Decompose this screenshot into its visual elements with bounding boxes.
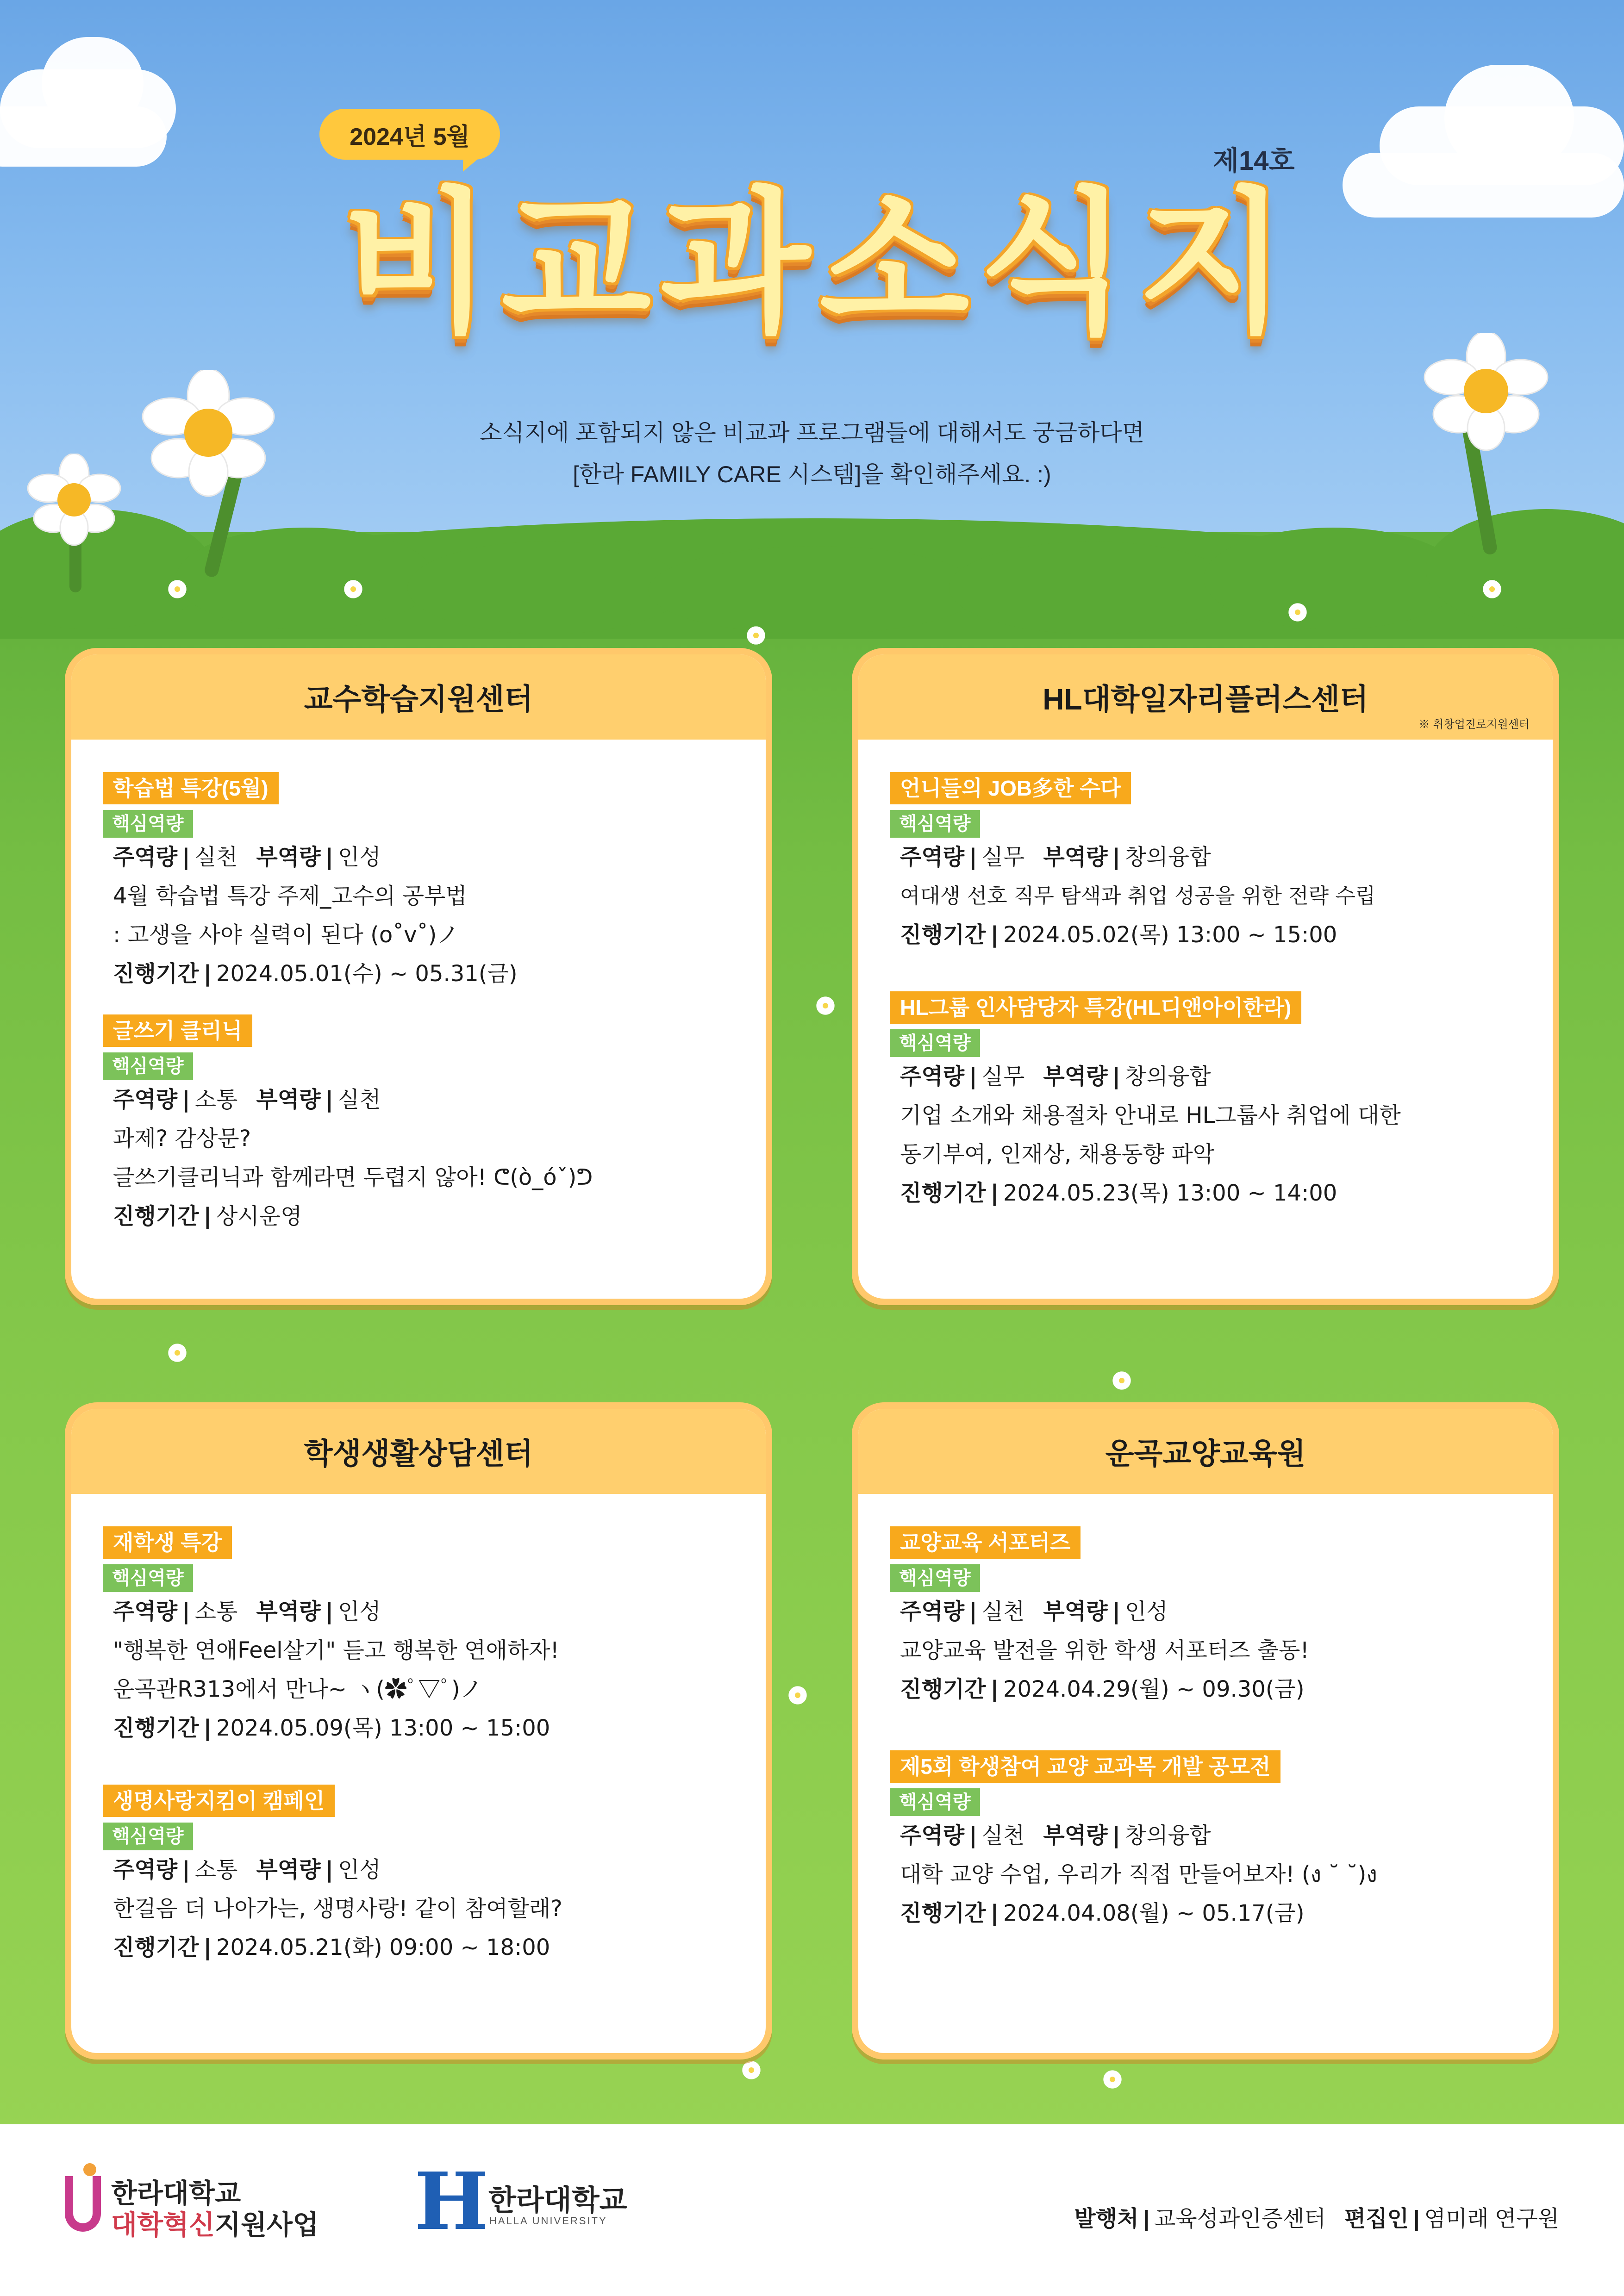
small-flower-icon [343, 579, 364, 600]
program-desc: 한걸음 더 나아가는, 생명사랑! 같이 참여할래? [113, 1896, 562, 1922]
logo-university-name: 한라대학교 [488, 2184, 627, 2216]
program-desc: 교양교육 발전을 위한 학생 서포터즈 출동! [900, 1637, 1309, 1663]
program-item [103, 772, 729, 993]
program-desc: 동기부여, 인재상, 채용동향 파악 [900, 1141, 1215, 1167]
small-flower-icon [1287, 602, 1308, 623]
program-desc: 글쓰기클리닉과 함께라면 두렵지 않아! ᕦ(ò_óˇ)ᕤ [113, 1164, 593, 1190]
program-desc: 여대생 선호 직무 탐색과 취업 성공을 위한 전략 수립 [900, 884, 1376, 908]
daisy-flower-icon [1417, 333, 1555, 454]
small-flower-icon [167, 579, 188, 600]
program-desc: 4월 학습법 특강 주제_고수의 공부법 [113, 883, 467, 909]
publisher-info: 발행처 | 교육성과인증센터 편집인 | 염미래 연구원 [1074, 2207, 1559, 2231]
program-desc: 기업 소개와 채용절차 안내로 HL그룹사 취업에 대한 [900, 1102, 1401, 1128]
card-note: ※ 취창업진로지원센터 [1418, 718, 1530, 731]
competency-tag: 핵심역량 [890, 1029, 980, 1057]
competency-tag: 핵심역량 [890, 810, 980, 838]
intro-text [349, 412, 1275, 495]
card-title: 교수학습지원센터 [71, 654, 766, 740]
intro-line: [한라 FAMILY CARE 시스템]을 확인해주세요. :) [573, 461, 1051, 487]
daisy-flower-icon [134, 370, 282, 500]
card-title: 학생생활상담센터 [71, 1409, 766, 1494]
daisy-flower-icon [19, 454, 130, 546]
competency-line: 주역량 | 실무 부역량 | 창의융합 [900, 844, 1211, 870]
grass-bump [407, 541, 685, 634]
program-item [890, 1750, 1516, 1933]
logo-program-name: 대학혁신지원사업 [111, 2210, 319, 2240]
page-title: 비교과소식지 [342, 174, 1297, 354]
card-hl-job-plus-center [852, 648, 1559, 1305]
program-title: 재학생 특강 [103, 1526, 232, 1559]
competency-tag: 핵심역량 [890, 1788, 980, 1816]
period-line: 진행기간 | 2024.05.09(목) 13:00 ~ 15:00 [113, 1715, 550, 1741]
program-item [890, 772, 1516, 954]
grass-bump [949, 541, 1236, 634]
card-teaching-learning-center [65, 648, 772, 1305]
program-desc: "행복한 연애Feel살기" 듣고 행복한 연애하자! [113, 1637, 559, 1663]
competency-line: 주역량 | 실천 부역량 | 인성 [113, 844, 381, 870]
grass-bump [1204, 528, 1463, 629]
grass-bump [648, 546, 981, 634]
competency-tag: 핵심역량 [103, 1052, 193, 1080]
small-flower-icon [815, 995, 836, 1016]
program-title: 생명사랑지킴이 캠페인 [103, 1785, 335, 1817]
logo-university-name: 한라대학교 [111, 2178, 241, 2209]
competency-line: 주역량 | 실무 부역량 | 창의융합 [900, 1064, 1211, 1089]
period-line: 진행기간 | 2024.05.01(수) ~ 05.31(금) [113, 961, 518, 987]
small-flower-icon [167, 1342, 188, 1363]
date-badge: 2024년 5월 [319, 109, 500, 160]
cloud-left-puff2 [0, 106, 167, 167]
program-desc: 대학 교양 수업, 우리가 직접 만들어보자! (ง ˘ ˘)ง [900, 1861, 1377, 1887]
program-title: 언니들의 JOB多한 수다 [890, 772, 1131, 804]
cloud-right-puff2 [1343, 153, 1624, 218]
period-line: 진행기간 | 2024.05.23(목) 13:00 ~ 14:00 [900, 1180, 1337, 1206]
small-flower-icon [1111, 1370, 1132, 1391]
program-item [103, 1014, 729, 1236]
period-line: 진행기간 | 상시운영 [113, 1203, 302, 1229]
competency-line: 주역량 | 소통 부역량 | 인성 [113, 1857, 381, 1883]
period-line: 진행기간 | 2024.04.08(월) ~ 05.17(금) [900, 1900, 1305, 1926]
logo-university-en: HALLA UNIVERSITY [489, 2215, 607, 2227]
program-item [890, 991, 1516, 1213]
program-item [103, 1526, 729, 1748]
period-line: 진행기간 | 2024.05.02(목) 13:00 ~ 15:00 [900, 922, 1337, 948]
footer [0, 2124, 1624, 2296]
competency-tag: 핵심역량 [103, 810, 193, 838]
small-flower-icon [741, 2060, 762, 2081]
program-desc: : 고생을 사야 실력이 된다 (o˚v˚)ノ [113, 922, 459, 948]
program-item [890, 1526, 1516, 1709]
card-student-counseling-center [65, 1402, 772, 2060]
u-logo-icon [65, 2176, 101, 2232]
program-desc: 운곡관R313에서 만나~ ヽ(✿ﾟ▽ﾟ)ノ [113, 1676, 482, 1702]
period-line: 진행기간 | 2024.05.21(화) 09:00 ~ 18:00 [113, 1935, 550, 1960]
small-flower-icon [1102, 2069, 1123, 2090]
card-title: 운곡교양교육원 [858, 1409, 1553, 1494]
program-title: 학습법 특강(5월) [103, 772, 279, 804]
period-line: 진행기간 | 2024.04.29(월) ~ 09.30(금) [900, 1676, 1305, 1702]
competency-line: 주역량 | 소통 부역량 | 실천 [113, 1087, 381, 1113]
card-title [858, 654, 1553, 740]
issue-number: 제14호 [1213, 146, 1295, 176]
program-title: HL그룹 인사담당자 특강(HL디앤아이한라) [890, 991, 1301, 1024]
program-title: 제5회 학생참여 교양 교과목 개발 공모전 [890, 1750, 1280, 1783]
small-flower-icon [787, 1685, 808, 1706]
program-item [103, 1785, 729, 1967]
competency-tag: 핵심역량 [890, 1564, 980, 1592]
program-desc: 과제? 감상문? [113, 1126, 251, 1151]
program-title: 교양교육 서포터즈 [890, 1526, 1081, 1559]
small-flower-icon [745, 625, 767, 646]
h-logo-icon: H [414, 2155, 489, 2248]
competency-line: 주역량 | 실천 부역량 | 창의융합 [900, 1823, 1211, 1848]
small-flower-icon [1481, 579, 1503, 600]
competency-line: 주역량 | 소통 부역량 | 인성 [113, 1599, 381, 1624]
intro-line: 소식지에 포함되지 않은 비교과 프로그램들에 대해서도 궁금하다면 [480, 420, 1144, 446]
competency-line: 주역량 | 실천 부역량 | 인성 [900, 1599, 1168, 1624]
logo-dot-icon [83, 2163, 96, 2176]
program-title: 글쓰기 클리닉 [103, 1014, 252, 1047]
card-title-text: HL대학일자리플러스센터 [1043, 683, 1368, 716]
card-ungok-liberal-arts-center [852, 1402, 1559, 2060]
competency-tag: 핵심역량 [103, 1564, 193, 1592]
competency-tag: 핵심역량 [103, 1823, 193, 1850]
